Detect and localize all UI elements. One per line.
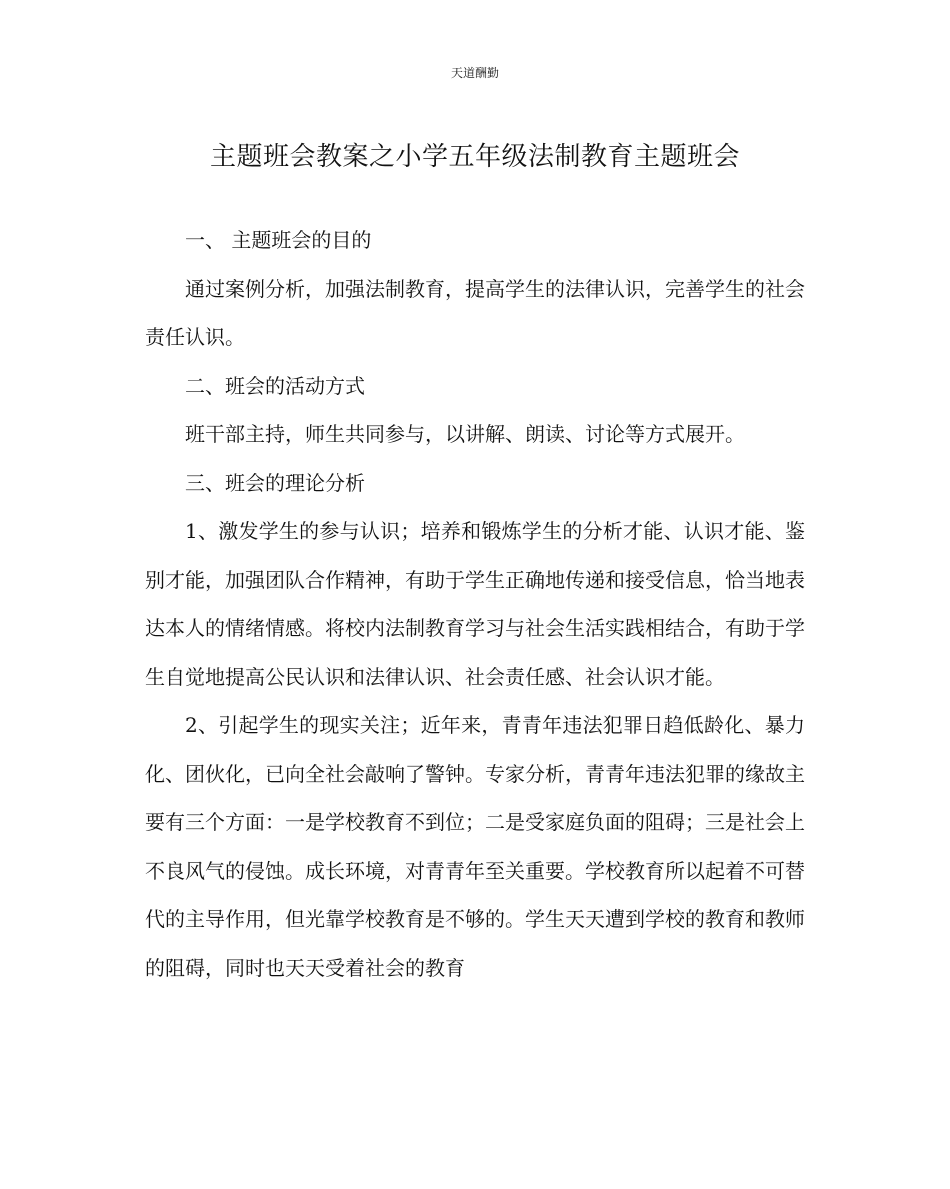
paragraph-theory-point-1: 1、激发学生的参与认识；培养和锻炼学生的分析才能、认识才能、鉴别才能，加强团队合作精神，有助于学生正确地传递和接受信息，恰当地表达本人的情绪情感。将校内法制教育学习与社会生活实践相结合，有助于学生自觉地提高公民认识和法律认识、社会责任感、社会认识才能。 bbox=[145, 519, 805, 689]
section-heading-activity-format: 二、班会的活动方式 bbox=[185, 373, 365, 398]
paragraph-activity-format: 班干部主持，师生共同参与，以讲解、朗读、讨论等方式展开。 bbox=[185, 422, 745, 446]
section-heading-theory-analysis: 三、班会的理论分析 bbox=[185, 470, 365, 495]
document-body bbox=[145, 216, 805, 992]
paragraph-theory-point-2: 2、引起学生的现实关注；近年来，青青年违法犯罪日趋低龄化、暴力化、团伙化，已向全社会敲响了警钟。专家分析，青青年违法犯罪的缘故主要有三个方面：一是学校教育不到位；二是受家庭负面的阻碍；三是社会上不良风气的侵蚀。成长环境，对青青年至关重要。学校教育所以起着不可替代的主导作用，但光靠学校教育是不够的。学生天天遭到学校的教育和教师的阻碍，同时也天天受着社会的教育 bbox=[145, 713, 805, 980]
document-title: 主题班会教案之小学五年级法制教育主题班会 bbox=[209, 142, 740, 172]
section-heading-purpose: 一、 主题班会的目的 bbox=[185, 228, 372, 252]
page-header: 天道酬勤 bbox=[450, 66, 499, 80]
paragraph-purpose: 通过案例分析，加强法制教育，提高学生的法律认识，完善学生的社会责任认识。 bbox=[145, 276, 805, 349]
